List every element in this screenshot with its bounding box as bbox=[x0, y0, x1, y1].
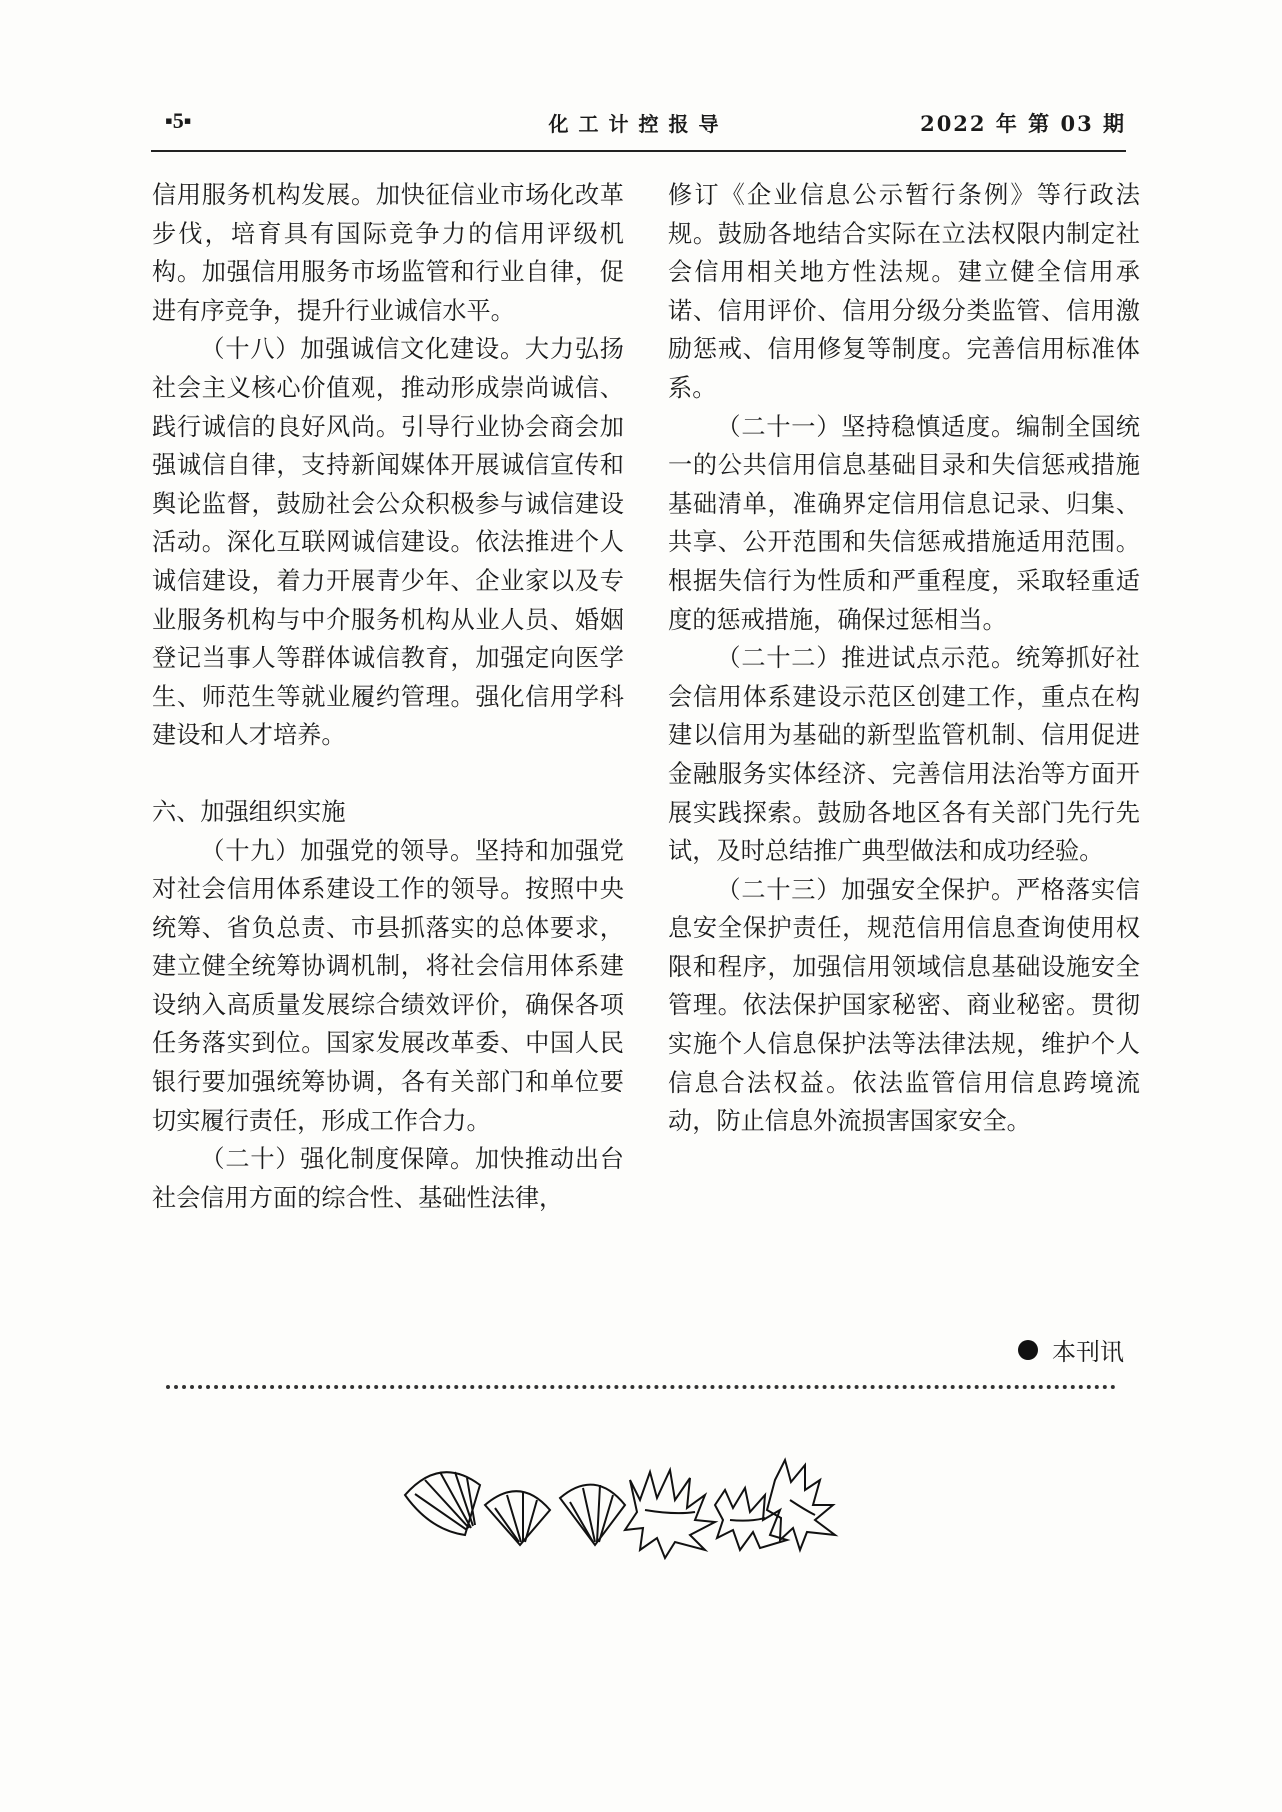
header-rule bbox=[151, 150, 1126, 152]
right-column bbox=[668, 176, 1140, 1141]
source-label: 本刊讯 bbox=[1052, 1338, 1124, 1366]
filled-circle-icon bbox=[1018, 1340, 1038, 1360]
section-heading: 六、加强组织实施 bbox=[152, 797, 346, 826]
page-header bbox=[151, 108, 1126, 142]
paragraph: 信用服务机构发展。加快征信业市场化改革步伐，培育具有国际竞争力的信用评级机构。加强信用服务市场监管和行业自律，促进有序竞争，提升行业诚信水平。 bbox=[152, 181, 624, 325]
paragraph: 修订《企业信息公示暂行条例》等行政法规。鼓励各地结合实际在立法权限内制定社会信用相关地方性法规。建立健全信用承诺、信用评价、信用分级分类监管、信用激励惩戒、信用修复等制度。完善信用标准体系。 bbox=[668, 181, 1140, 402]
paragraph: （二十三）加强安全保护。严格落实信息安全保护责任，规范信用信息查询使用权限和程序，加强信用领域信息基础设施安全管理。依法保护国家秘密、商业秘密。贯彻实施个人信息保护法等法律法规，维护个人信息合法权益。依法监管信用信息跨境流动，防止信息外流损害国家安全。 bbox=[668, 875, 1140, 1136]
paragraph: （二十二）推进试点示范。统筹抓好社会信用体系建设示范区创建工作，重点在构建以信用为基础的新型监管机制、信用促进金融服务实体经济、完善信用法治等方面开展实践探索。鼓励各地区各有关部门先行先试，及时总结推广典型做法和成功经验。 bbox=[668, 644, 1140, 866]
paragraph: （十八）加强诚信文化建设。大力弘扬社会主义核心价值观，推动形成崇尚诚信、践行诚信的良好风尚。引导行业协会商会加强诚信自律，支持新闻媒体开展诚信宣传和舆论监督，鼓励社会公众积极参与诚信建设活动。深化互联网诚信建设。依法推进个人诚信建设，着力开展青少年、企业家以及专业服务机构与中介服务机构从业人员、婚姻登记当事人等群体诚信教育，加强定向医学生、师范生等就业履约管理。强化信用学科建设和人才培养。 bbox=[152, 335, 624, 750]
paragraph: （十九）加强党的领导。坚持和加强党对社会信用体系建设工作的领导。按照中央统筹、省负总责、市县抓落实的总体要求，建立健全统筹协调机制，将社会信用体系建设纳入高质量发展综合绩效评价，确保各项任务落实到位。国家发展改革委、中国人民银行要加强统筹协调，各有关部门和单位要切实履行责任，形成工作合力。 bbox=[152, 836, 624, 1135]
left-column bbox=[152, 176, 624, 1217]
floral-ornament-icon bbox=[395, 1450, 845, 1560]
paragraph: （二十）强化制度保障。加快推动出台社会信用方面的综合性、基础性法律， bbox=[152, 1145, 624, 1212]
dotted-divider bbox=[166, 1385, 1116, 1389]
paragraph: （二十一）坚持稳慎适度。编制全国统一的公共信用信息基础目录和失信惩戒措施基础清单，准确界定信用信息记录、归集、共享、公开范围和失信惩戒措施适用范围。根据失信行为性质和严重程度，采取轻重适度的惩戒措施，确保过惩相当。 bbox=[668, 412, 1140, 634]
issue-label: 2022 年 第 03 期 bbox=[920, 111, 1126, 136]
article-source bbox=[1018, 1332, 1124, 1367]
page-number: ▪5▪ bbox=[165, 108, 192, 133]
journal-title: 化工计控报导 bbox=[548, 112, 729, 136]
